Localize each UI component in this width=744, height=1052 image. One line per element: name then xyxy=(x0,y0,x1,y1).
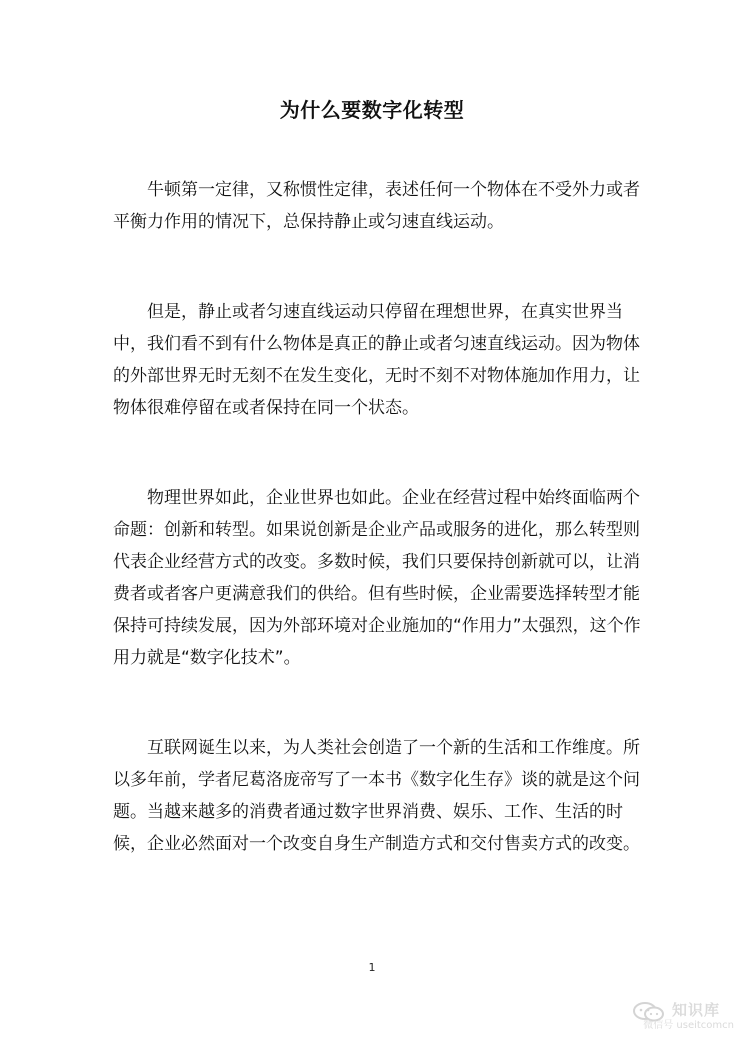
watermark-brand: 知识库 xyxy=(672,1001,721,1019)
paragraph-newton-law: 牛顿第一定律，又称惯性定律，表述任何一个物体在不受外力或者平衡力作用的情况下，总保持静止或匀速直线运动。 xyxy=(113,180,640,232)
watermark xyxy=(624,1000,734,1034)
watermark-subtitle: 微信号 useitcomcn xyxy=(643,1020,734,1031)
document-title: 为什么要数字化转型 xyxy=(279,98,465,122)
paragraph-real-world: 但是，静止或者匀速直线运动只停留在理想世界，在真实世界当中，我们看不到有什么物体是真正的静止或者匀速直线运动。因为物体的外部世界无时无刻不在发生变化，无时不刻不对物体施加作用力，让物体很难停留在或者保持在同一个状态。 xyxy=(113,302,640,418)
page-number: 1 xyxy=(368,961,376,974)
document-body xyxy=(113,174,643,918)
paragraph-enterprise-world: 物理世界如此，企业世界也如此。企业在经营过程中始终面临两个命题：创新和转型。如果说创新是企业产品或服务的进化，那么转型则代表企业经营方式的改变。多数时候，我们只要保持创新就可以，让消费者或者客户更满意我们的供给。但有些时候，企业需要选择转型才能保持可持续发展，因为外部环境对企业施加的“作用力”太强烈，这个作用力就是“数字化技术”。 xyxy=(113,488,641,668)
paragraph-internet-era: 互联网诞生以来，为人类社会创造了一个新的生活和工作维度。所以多年前，学者尼葛洛庞帝写了一本书《数字化生存》谈的就是这个问题。当越来越多的消费者通过数字世界消费、娱乐、工作、生活的时候，企业必然面对一个改变自身生产制造方式和交付售卖方式的改变。 xyxy=(113,738,640,854)
